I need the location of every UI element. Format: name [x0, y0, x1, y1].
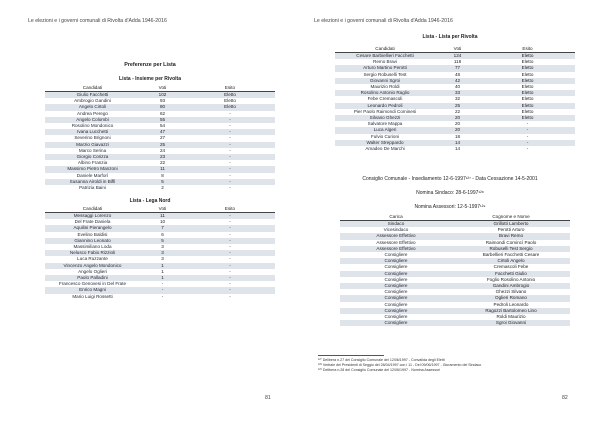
list2-table — [45, 206, 275, 300]
cell-second: 11 — [140, 166, 185, 172]
cell-first: Massimo Pietro Manzoni — [45, 166, 140, 172]
right-list-title: Lista - Lista per Rivolta — [422, 34, 478, 40]
cell-third: - — [185, 238, 275, 244]
cell-second: 14 — [435, 140, 480, 146]
cell-third: - — [185, 173, 275, 179]
col-header-candidates: Candidati — [45, 206, 140, 213]
cell-second: 124 — [435, 53, 480, 60]
cell-first: Albino Franzia — [45, 160, 140, 166]
cell-second: 54 — [140, 123, 185, 129]
cell-third: - — [185, 142, 275, 148]
cell-second: 47 — [140, 129, 185, 135]
cell-second: Cirtoli Angelo — [452, 258, 570, 264]
cell-first: Angelo Cirtoli — [45, 104, 140, 110]
cell-third: Eletto — [480, 115, 575, 121]
cell-second: 42 — [435, 78, 480, 84]
cell-second: Roldi Maurizio — [452, 314, 570, 320]
cell-third: - — [480, 121, 575, 127]
cell-first: Consigliere — [340, 295, 452, 301]
cell-third: Eletto — [185, 98, 275, 104]
cell-first: Consigliere — [340, 258, 452, 264]
cell-second: Cremascoli Febe — [452, 264, 570, 270]
cell-first: Assessore Effettivo — [340, 240, 452, 246]
cell-second: 6 — [140, 232, 185, 238]
cell-first: Patrizia Baini — [45, 185, 140, 191]
col-header-role: Carica — [340, 214, 452, 221]
table-row — [340, 221, 570, 228]
cell-first: Sindaco — [340, 221, 452, 228]
cell-third: - — [185, 129, 275, 135]
cell-first: Vincenzo Angelo Mondonico — [45, 263, 140, 269]
table-row — [335, 146, 575, 152]
cell-third: - — [185, 166, 275, 172]
cell-second: 5 — [140, 179, 185, 185]
cell-third: Eletto — [480, 109, 575, 115]
cell-first: Assessore Effettivo — [340, 246, 452, 252]
cell-third: - — [185, 250, 275, 256]
cell-first: Aquilini Pierangelo — [45, 225, 140, 231]
cell-first: Consigliere — [340, 277, 452, 283]
cell-third: - — [185, 275, 275, 281]
cell-second: Pedroli Leonardo — [452, 302, 570, 308]
table-row — [45, 92, 275, 99]
col-header-name: Cognome e Nome — [452, 214, 570, 221]
cell-second: 1 — [140, 263, 185, 269]
running-head-left: Le elezioni e i governi comunali di Rivolta d'Adda 1946-2016 — [28, 18, 167, 24]
cell-third: Eletto — [480, 65, 575, 71]
cell-third: - — [185, 185, 275, 191]
cell-third: - — [185, 111, 275, 117]
footnote-127: ¹²⁷ Delibera n.27 del Consiglio Comunale del 12/06/1997 - Convalida degli Eletti — [318, 358, 445, 362]
cell-first: Messaggi Lorenzo — [45, 213, 140, 220]
cell-first: Consigliere — [340, 314, 452, 320]
cell-second: 25 — [435, 103, 480, 109]
cell-first: Consigliere — [340, 271, 452, 277]
cell-third: - — [480, 127, 575, 133]
cell-second: Oglieri Romano — [452, 295, 570, 301]
cell-first: Francesco Genovesi in Del Frate — [45, 281, 140, 287]
footnote-129: ¹²⁹ Delibera n.28 del Consiglio Comunale del 12/06/1997 - Nomina Assessori — [318, 368, 440, 373]
cell-second: 24 — [140, 148, 185, 154]
cell-second: 7 — [140, 225, 185, 231]
cell-first: Consigliere — [340, 289, 452, 295]
cell-second: 3 — [140, 256, 185, 262]
footnote-rule — [318, 355, 384, 356]
cell-first: Angelo Oglieri — [45, 269, 140, 275]
cell-second: Grillotti Lamberto — [452, 221, 570, 228]
footnote-128: ¹²⁸ Verbale dei Presidenti di Seggio del 28/04/1997 con i 11 - Del 09/06/1997 - Giuramento del Sindaco — [318, 363, 482, 368]
cell-second: Ghezzi Silvano — [452, 289, 570, 295]
col-header-votes: Voti — [435, 46, 480, 53]
cell-first: Luca Ruzzante — [45, 256, 140, 262]
cell-second: Barbellieri Facchetti Cesare — [452, 252, 570, 258]
cell-second: - — [140, 281, 185, 287]
col-header-outcome: Esito — [185, 85, 275, 92]
cell-third: - — [185, 148, 275, 154]
cell-second: 55 — [140, 117, 185, 123]
cell-second: 8 — [140, 173, 185, 179]
cell-third: - — [480, 140, 575, 146]
cell-first: Nelusco Fabio Rizzioli — [45, 250, 140, 256]
cell-first: Ivana Lucchetti — [45, 129, 140, 135]
cell-first: Marco Serina — [45, 148, 140, 154]
cell-second: Raimondi Comincì Paolo — [452, 240, 570, 246]
cell-third: - — [185, 123, 275, 129]
running-head-right: Le elezioni e i governi comunali di Rivolta d'Adda 1946-2016 — [314, 18, 453, 24]
cell-second: 20 — [435, 121, 480, 127]
list2-title: Lista - Lega Nord — [129, 198, 171, 204]
cell-first: Del Frate Daniela — [45, 219, 140, 225]
cell-third: - — [185, 154, 275, 160]
page-number-left: 81 — [265, 395, 271, 401]
cell-third: - — [185, 287, 275, 293]
cell-first: Susanna Airoldi in Biffi — [45, 179, 140, 185]
cell-first: Giulio Facchetti — [45, 92, 140, 99]
cell-first: Assessore Effettivo — [340, 233, 452, 239]
cell-first: Silvano Ghezzi — [335, 115, 435, 121]
cell-first: Salvatore Mappa — [335, 121, 435, 127]
right-list-table — [335, 46, 575, 152]
section-title: Preferenze per Lista — [124, 62, 176, 68]
col-header-outcome: Esito — [185, 206, 275, 213]
cell-third: Eletto — [480, 103, 575, 109]
cell-first: Arturo Martino Perotti — [335, 65, 435, 71]
cell-second: 118 — [435, 59, 480, 65]
cell-first: Massimiliano Loda — [45, 244, 140, 250]
cell-second: Foglio Rosolino Antonio — [452, 277, 570, 283]
cell-first: Evelino Baldisi — [45, 232, 140, 238]
cell-third: Eletto — [480, 78, 575, 84]
cell-second: 14 — [435, 146, 480, 152]
cell-second: 33 — [435, 90, 480, 96]
cell-first: Rosolino Mondonico — [45, 123, 140, 129]
cell-second: 11 — [140, 213, 185, 220]
cell-first: Consigliere — [340, 264, 452, 270]
cell-second: - — [140, 294, 185, 300]
cell-third: Eletto — [185, 104, 275, 110]
cell-second: 2 — [140, 185, 185, 191]
cell-second: 3 — [140, 250, 185, 256]
cell-third: Eletto — [480, 90, 575, 96]
cell-second: Gandini Ambrogio — [452, 283, 570, 289]
cell-first: Maurizio Roldi — [335, 84, 435, 90]
cell-second: 1 — [140, 269, 185, 275]
cell-third: - — [185, 160, 275, 166]
cell-first: Remo Bravi — [335, 59, 435, 65]
cell-third: - — [185, 281, 275, 287]
cell-third: - — [185, 263, 275, 269]
cell-second: - — [140, 287, 185, 293]
cell-first: Andrea Perego — [45, 111, 140, 117]
cell-first: Enrico Magni — [45, 287, 140, 293]
cell-second: 80 — [140, 104, 185, 110]
table-row — [335, 53, 575, 60]
cell-first: Angelo Colombi — [45, 117, 140, 123]
cell-second: 20 — [435, 127, 480, 133]
cell-first: Febe Cremascoli — [335, 96, 435, 102]
list1-table — [45, 85, 275, 191]
cell-first: Marzio Giavazzi — [45, 142, 140, 148]
list1-title: Lista - Insieme per Rivolta — [119, 76, 181, 82]
cell-second: 3 — [140, 244, 185, 250]
cell-third: - — [185, 232, 275, 238]
cell-second: 20 — [435, 115, 480, 121]
cell-first: Rosolino Antonio Raglio — [335, 90, 435, 96]
cell-third: - — [480, 134, 575, 140]
cell-second: 22 — [435, 109, 480, 115]
cell-second: 25 — [140, 142, 185, 148]
col-header-outcome: Esito — [480, 46, 575, 53]
cell-first: Consigliere — [340, 308, 452, 314]
cell-second: 93 — [140, 98, 185, 104]
cell-third: Eletto — [480, 59, 575, 65]
col-header-candidates: Candidati — [45, 85, 140, 92]
cell-first: Consigliere — [340, 283, 452, 289]
col-header-candidates: Candidati — [335, 46, 435, 53]
cell-first: Cesare Barbiellieri Facchetti — [335, 53, 435, 60]
right-page — [300, 0, 600, 424]
cell-third: - — [480, 146, 575, 152]
cell-second: 1 — [140, 275, 185, 281]
assessor-nomination: Nomina Assessori: 12-5-1997¹²⁹ — [414, 204, 486, 210]
cell-second: 77 — [435, 65, 480, 71]
table-row — [45, 294, 275, 300]
cell-third: Eletto — [480, 72, 575, 78]
cell-third: - — [185, 219, 275, 225]
cell-third: - — [185, 117, 275, 123]
cell-first: Amadeo De Marchi — [335, 146, 435, 152]
cell-third: - — [185, 256, 275, 262]
cell-second: 10 — [140, 219, 185, 225]
council-heading: Consiglio Comunale - Insediamento 12-6-1997¹²⁷ - Data Cessazione 14-5-2001 — [362, 176, 538, 182]
cell-third: - — [185, 294, 275, 300]
cell-second: 5 — [140, 238, 185, 244]
cell-third: - — [185, 179, 275, 185]
cell-third: - — [185, 135, 275, 141]
cell-second: 62 — [140, 111, 185, 117]
cell-first: Mario Luigi Rossetti — [45, 294, 140, 300]
cell-second: Robuselli Test Sergio — [452, 246, 570, 252]
cell-second: Perotti Arturo — [452, 227, 570, 233]
cell-second: Ragozzi Bartolomeo Lino — [452, 308, 570, 314]
col-header-votes: Voti — [140, 85, 185, 92]
cell-second: 40 — [435, 84, 480, 90]
cell-first: Severino Brignoni — [45, 135, 140, 141]
footnotes — [318, 355, 481, 374]
cell-second: Facchetti Giulio — [452, 271, 570, 277]
cell-first: Giorgio Corizza — [45, 154, 140, 160]
cell-third: Eletto — [480, 96, 575, 102]
cell-first: Leonardo Pedroli — [335, 103, 435, 109]
cell-third: - — [185, 225, 275, 231]
cell-first: Sergio Robuselli Test — [335, 72, 435, 78]
col-header-votes: Voti — [140, 206, 185, 213]
cell-second: 32 — [435, 96, 480, 102]
cell-third: Eletto — [185, 92, 275, 99]
cell-second: 27 — [140, 135, 185, 141]
cell-first: Ambrogio Gandini — [45, 98, 140, 104]
cell-first: Daniele Marforì — [45, 173, 140, 179]
cell-third: - — [185, 244, 275, 250]
cell-first: Giovanni Sgroi — [335, 78, 435, 84]
cell-first: Luca Algeri — [335, 127, 435, 133]
cell-first: Fulvio Curioni — [335, 134, 435, 140]
cell-second: 23 — [140, 154, 185, 160]
cell-third: - — [185, 213, 275, 220]
mayor-nomination: Nomina Sindaco: 28-6-1997¹²⁸ — [416, 190, 484, 196]
cell-third: Eletto — [480, 53, 575, 60]
cell-second: 22 — [140, 160, 185, 166]
cell-first: Pier Paolo Raimondi Cominesi — [335, 109, 435, 115]
cell-first: Giannino Leonato — [45, 238, 140, 244]
cell-second: 18 — [435, 134, 480, 140]
table-row — [340, 320, 570, 326]
cell-first: Consigliere — [340, 302, 452, 308]
cell-first: Vicesindaco — [340, 227, 452, 233]
council-table — [340, 214, 570, 326]
cell-second: 48 — [435, 72, 480, 78]
table-row — [45, 213, 275, 220]
cell-second: Bravi Remo — [452, 233, 570, 239]
table-row — [45, 185, 275, 191]
cell-second: Sgroi Giovanni — [452, 320, 570, 326]
cell-first: Walter Streppardo — [335, 140, 435, 146]
page-number-right: 82 — [562, 395, 568, 401]
cell-first: Paolo Palladini — [45, 275, 140, 281]
cell-first: Consigliere — [340, 252, 452, 258]
cell-second: 102 — [140, 92, 185, 99]
cell-first: Consigliere — [340, 320, 452, 326]
cell-third: - — [185, 269, 275, 275]
cell-third: Eletto — [480, 84, 575, 90]
